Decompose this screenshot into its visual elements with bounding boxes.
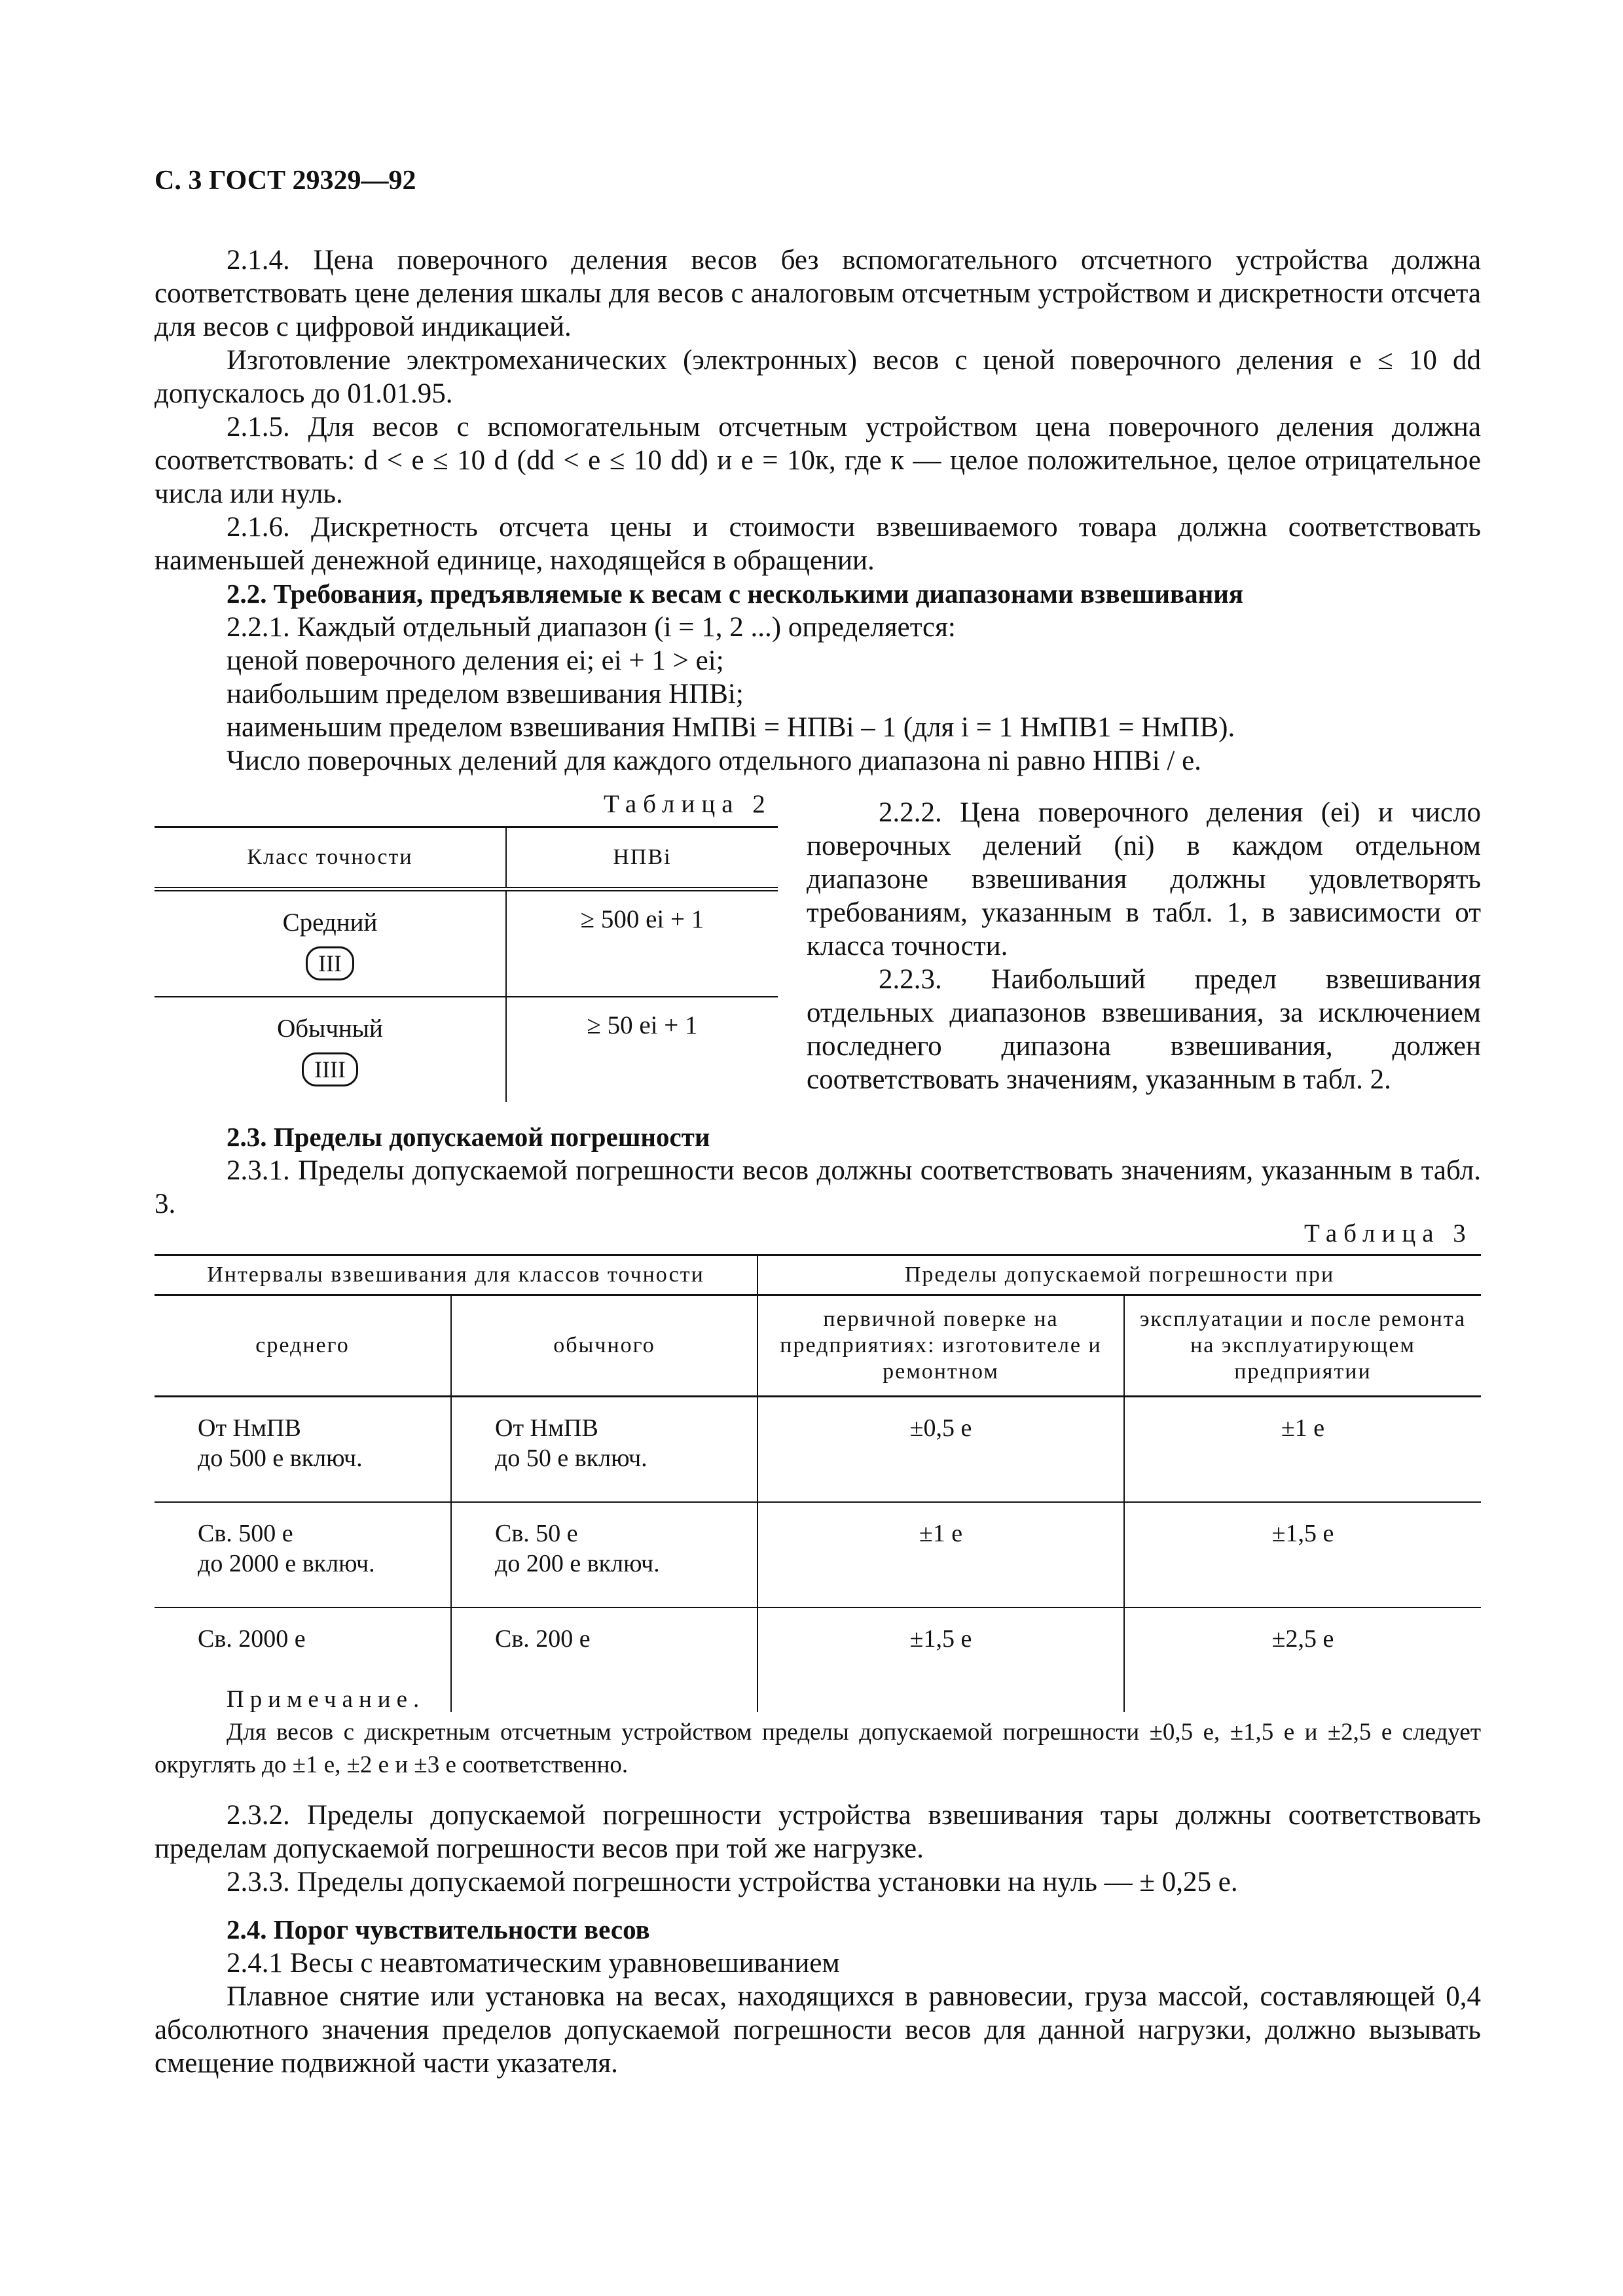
accuracy-class-mark: III — [306, 946, 354, 980]
heading-2-4: 2.4. Порог чувствительности весов — [227, 1914, 650, 1945]
table-row — [155, 997, 778, 1102]
side-text — [807, 796, 1481, 1096]
table2-cell-value — [506, 889, 778, 997]
table3-cell: ±2,5 e — [1271, 1625, 1334, 1653]
table3-note — [155, 1683, 1481, 1782]
table3-cell: ±1,5 e — [757, 1607, 1124, 1712]
table3-cell: Св. 2000 e — [155, 1607, 451, 1712]
table3-cell: Св. 500 e до 2000 e включ. — [155, 1502, 451, 1607]
table3-group-intervals: Интервалы взвешивания для классов точности — [155, 1255, 757, 1295]
para-2-3-3: 2.3.3. Пределы допускаемой погрешности устройства установки на нуль — ± 0,25 e. — [227, 1867, 1238, 1897]
accuracy-class-mark: IIII — [302, 1052, 358, 1086]
para-2-2-1-d: Число поверочных делений для каждого отдельного диапазона ni равно НПВi / e. — [227, 745, 1201, 776]
para-2-2-2: 2.2.2. Цена поверочного деления (ei) и число поверочных делений (ni) в каждом отдельном диапазоне взвешивания должны удовлетворять требованиям, указанным в табл. 1, в зависимости от класса точности. — [807, 797, 1481, 961]
table-row — [155, 1502, 1481, 1607]
table3-cell: ±0,5 e — [757, 1397, 1124, 1503]
table2-header-class: Класс точности — [155, 827, 506, 889]
para-2-2-1: 2.2.1. Каждый отдельный диапазон (i = 1, 2 ...) определяется: — [227, 612, 956, 643]
para-2-4-1-a: Плавное снятие или установка на весах, находящихся в равновесии, груза массой, составляющей 0,4 абсолютного значения пределов допускаемой погрешности весов для данной нагрузки, должно вызывать смещение подвижной части указателя. — [155, 1981, 1481, 2079]
para-2-1-4-note: Изготовление электромеханических (электронных) весов с ценой поверочного деления e ≤ 10 dd допускалось до 01.01.95. — [155, 345, 1481, 409]
table2-cell-class — [155, 997, 506, 1102]
text-block-bottom — [155, 1799, 1481, 2080]
para-2-1-5: 2.1.5. Для весов с вспомогательным отсчетным устройством цена поверочного деления должна соответствовать: d < e ≤ 10 d (dd < e ≤ 10 dd) и e = 10к, где к — целое положительное, целое отрицательное числа или нуль. — [155, 412, 1481, 509]
table3-cell: Св. 50 e до 200 e включ. — [451, 1502, 757, 1607]
table3-header-medium: среднего — [155, 1295, 451, 1397]
table3-cell: ±1 e — [1124, 1397, 1481, 1503]
table-row — [155, 889, 778, 997]
para-2-2-1-a: ценой поверочного деления ei; ei + 1 > ei; — [227, 645, 724, 676]
para-2-2-1-c: наименьшим пределом взвешивания НмПВi = НПВi – 1 (для i = 1 НмПВ1 = НмПВ). — [227, 712, 1235, 743]
table3-cell: От НмПВ до 500 e включ. — [155, 1397, 451, 1503]
table3-caption: Таблица 3 — [1304, 1219, 1472, 1247]
table2-cell-class — [155, 889, 506, 997]
class-name: Средний — [282, 908, 378, 937]
heading-2-2: 2.2. Требования, предъявляемые к весам с несколькими диапазонами взвешивания — [227, 579, 1244, 609]
npv-value: ≥ 500 ei + 1 — [580, 905, 704, 933]
para-2-2-3: 2.2.3. Наибольший предел взвешивания отдельных диапазонов взвешивания, за исключением последнего дипазона взвешивания, должен соответствовать значениям, указанным в табл. 2. — [807, 964, 1481, 1095]
text-block-2-3 — [155, 1121, 1481, 1221]
table3-group-limits: Пределы допускаемой погрешности при — [757, 1255, 1481, 1295]
table-3 — [155, 1254, 1481, 1712]
table3-cell: Св. 200 e — [451, 1607, 757, 1712]
table3-header-ordinary: обычного — [451, 1295, 757, 1397]
para-2-1-6: 2.1.6. Дискретность отсчета цены и стоимости взвешиваемого товара должна соответствовать наименьшей денежной единице, находящейся в обращении. — [155, 512, 1481, 576]
para-2-1-4: 2.1.4. Цена поверочного деления весов без вспомогательного отсчетного устройства должна соответствовать цене деления шкалы для весов с аналоговым отсчетным устройством и дискретности отсчета для весов с цифровой индикацией. — [155, 245, 1481, 342]
note-text: Для весов с дискретным отсчетным устройством пределы допускаемой погрешности ±0,5 e, ±1,5 e и ±2,5 e следует округлять до ±1 e, ±2 e и ±3 e соответственно. — [155, 1719, 1481, 1778]
table-row — [155, 1397, 1481, 1503]
table2-cell-value — [506, 997, 778, 1102]
table-2 — [155, 826, 778, 1102]
table3-header-initial: первичной поверке на предприятиях: изготовителе и ремонтном — [757, 1295, 1124, 1397]
table2-header-npv: НПВi — [506, 827, 778, 889]
text-block-top — [155, 243, 1481, 778]
table3-cell: От НмПВ до 50 e включ. — [451, 1397, 757, 1503]
para-2-3-1: 2.3.1. Пределы допускаемой погрешности весов должны соответствовать значениям, указанным в табл. 3. — [155, 1155, 1481, 1219]
page-header: С. 3 ГОСТ 29329—92 — [155, 166, 416, 196]
heading-2-3: 2.3. Пределы допускаемой погрешности — [227, 1122, 710, 1152]
para-2-4-1: 2.4.1 Весы с неавтоматическим уравновешиванием — [227, 1948, 840, 1979]
table3-cell: ±1,5 e — [1124, 1502, 1481, 1607]
table3-header-operation: эксплуатации и после ремонта на эксплуатирующем предприятии — [1124, 1295, 1481, 1397]
note-label: Примечание. — [227, 1686, 426, 1713]
table2-caption: Таблица 2 — [604, 790, 772, 818]
para-2-2-1-b: наибольшим пределом взвешивания НПВi; — [227, 679, 744, 709]
table3-cell: ±1 e — [757, 1502, 1124, 1607]
npv-value: ≥ 50 ei + 1 — [587, 1011, 698, 1039]
para-2-3-2: 2.3.2. Пределы допускаемой погрешности устройства взвешивания тары должны соответствовать пределам допускаемой погрешности весов при той же нагрузке. — [155, 1800, 1481, 1864]
class-name: Обычный — [277, 1014, 383, 1043]
